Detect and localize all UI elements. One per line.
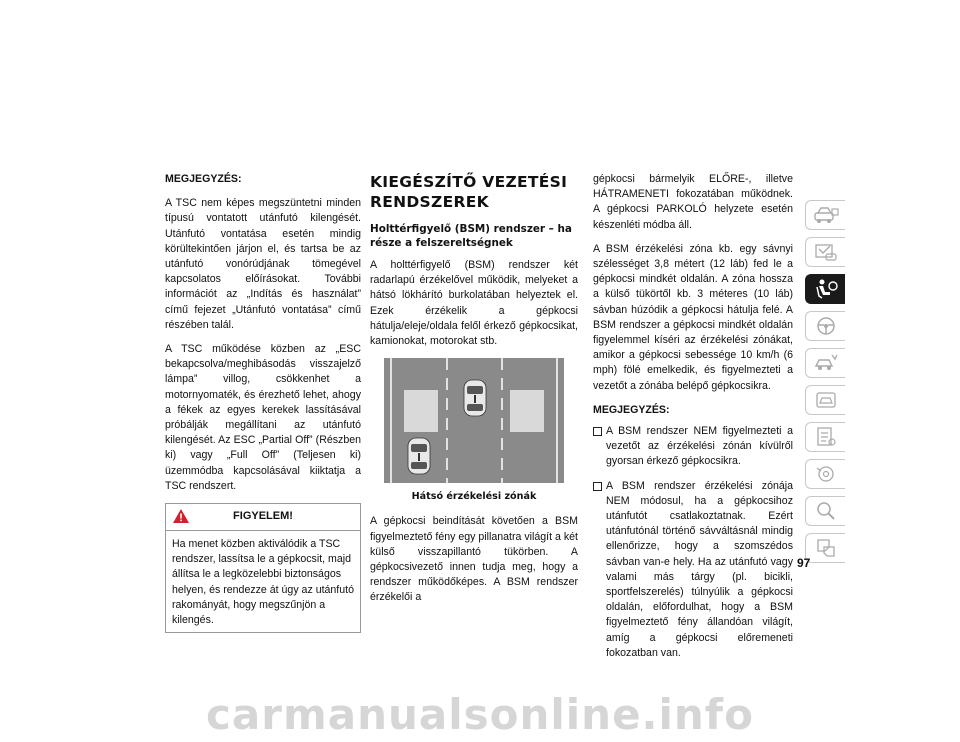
car-key-icon [813,242,839,262]
rear-detection-zones-figure [384,358,564,483]
warning-triangle-icon [172,508,190,524]
list-item: A BSM rendszer érzékelési zónája NEM módosul, ha a gépkocsihoz utánfutót csatlakoztatnak. Ezért utánfutónál történő sávváltásnál mindig ellenőrizze, hogy a szomszédos sávban van-e hely. Ha az utánfutó vagy valami más tárgy (pl. bicikli, sportfelszerelés) túlnyúlik a gépkocsi oldalán, előfordulhat, hogy a BSM figyelmeztető fény állandóan világít, amíg a gépkocsi előremeneti fokozatban van. [593,479,793,661]
bullet-square-icon [593,427,602,436]
list-item: A BSM rendszer NEM figyelmezteti a vezetőt az érzékelési zónán kívülről gyorsan érkező gépkocsikra. [593,424,793,470]
tab-languages[interactable] [805,533,845,563]
bsm-intro-paragraph: A holttérfigyelő (BSM) rendszer két radarlapú érzékelővel működik, melyeket a hátsó lökhárító burkolatában helyeztek el. Ezek érzékelik a gépkocsi hátulja/eleje/oldala felől érkező gépkocsikat, kamionokat, motorokat stb. [370,259,578,348]
page-number: 97 [797,556,811,570]
tab-emergency[interactable] [805,348,845,378]
detection-zone-right [510,390,544,432]
warning-text: Ha menet közben aktiválódik a TSC rendszer, lassítsa le a gépkocsit, majd állítsa le a legközelebbi biztonságos helyen, és rendezze át úgy az utánfutó rakományát, hogy megszűnjön a kilengés. [172,538,354,627]
airbag-seat-icon [813,278,839,300]
note-title-right: MEGJEGYZÉS: [593,403,670,416]
car-crash-icon [813,352,839,374]
section-subheading: Holttérfigyelő (BSM) rendszer – ha része a felszereltségnek [370,223,572,249]
detection-zone-left [404,390,438,432]
language-index-icon [814,537,838,559]
tsc-paragraph: A TSC működése közben az „ESC bekapcsolva/meghibásodás visszajelző lámpa” villog, csökkenhet a motornyomaték, és érezhető lehet, ahogy a fékek az egyes kerekek lassításával próbálják megállítani az utánfutó kilengését. Az ESC „Partial Off” (Részben ki) vagy „Full Off” (Teljesen ki) üzemmódba kapcsolásával kiiktatja a TSC rendszert. [165,343,361,492]
car-adjacent [408,438,430,474]
car-service-icon [813,389,839,411]
bsm-zone-paragraph: A BSM érzékelési zóna kb. egy sávnyi szélességet 3,8 métert (12 láb) fed le a gépkocsi mindkét oldalán. A zóna hossza a külső tükörtől kb. 3 méteres (10 láb) sávban húzódik a gépkocsi hátulja felé. A BSM rendszer a gépkocsi mindkét oldalán figyelemmel kíséri az érzékelési zónákat, amikor a gépkocsi sebessége 10 km/h (6 mph) fölé emelkedik, és figyelmezteti a vezetőt a zónába belépő gépkocsikra. [593,242,793,392]
steering-wheel-icon [814,315,838,337]
tab-driving[interactable] [805,311,845,341]
note-bullet-list [593,424,793,661]
warning-header [166,504,360,531]
car-main [464,380,486,416]
tab-dashboard[interactable] [805,200,845,230]
watermark: carmanualsonline.info [206,690,754,739]
warning-title: FIGYELEM! [233,510,293,523]
car-dashboard-icon [813,205,839,225]
bullet-square-icon [593,482,602,491]
tab-specifications[interactable] [805,422,845,452]
tab-service[interactable] [805,385,845,415]
section-heading: KIEGÉSZÍTŐ VEZETÉSI RENDSZEREK [370,173,568,211]
column-left [165,172,361,633]
tab-keys[interactable] [805,237,845,267]
checklist-icon [814,426,838,448]
magnifier-icon [814,500,838,522]
bsm-gear-paragraph: gépkocsi bármelyik ELŐRE-, illetve HÁTRAMENETI fokozatában működnek. A gépkocsi PARKOLÓ helyzete esetén készenléti módba áll. [593,173,793,231]
chapter-tabs [805,200,845,570]
warning-body [166,531,360,632]
radio-media-icon [814,463,838,485]
note-text: A TSC nem képes megszüntetni minden típusú vontatott utánfutó kilengését. Utánfutó vontatása esetén mindig körültekintően járjon el, és tartsa be az utánfutó vonórúdjának tömegével kapcsolatos előírásokat. További információt az „Indítás és használat” című fejezet „Utánfutó vontatása” című részében talál. [165,197,361,331]
figure-caption: Hátsó érzékelési zónák [411,491,537,503]
bsm-warning-light-paragraph: A gépkocsi beindítását követően a BSM figyelmeztető fény egy pillanatra világít a két külső visszapillantó tükörben. A gépkocsivezető innen tudja meg, hogy a rendszer működőképes. A BSM rendszer érzékelői a [370,515,578,604]
column-middle [370,172,578,615]
warning-box [165,503,361,633]
column-right [593,172,793,670]
tab-safety[interactable] [805,274,845,304]
tab-multimedia[interactable] [805,459,845,489]
note-title: MEGJEGYZÉS: [165,173,242,185]
tab-index[interactable] [805,496,845,526]
